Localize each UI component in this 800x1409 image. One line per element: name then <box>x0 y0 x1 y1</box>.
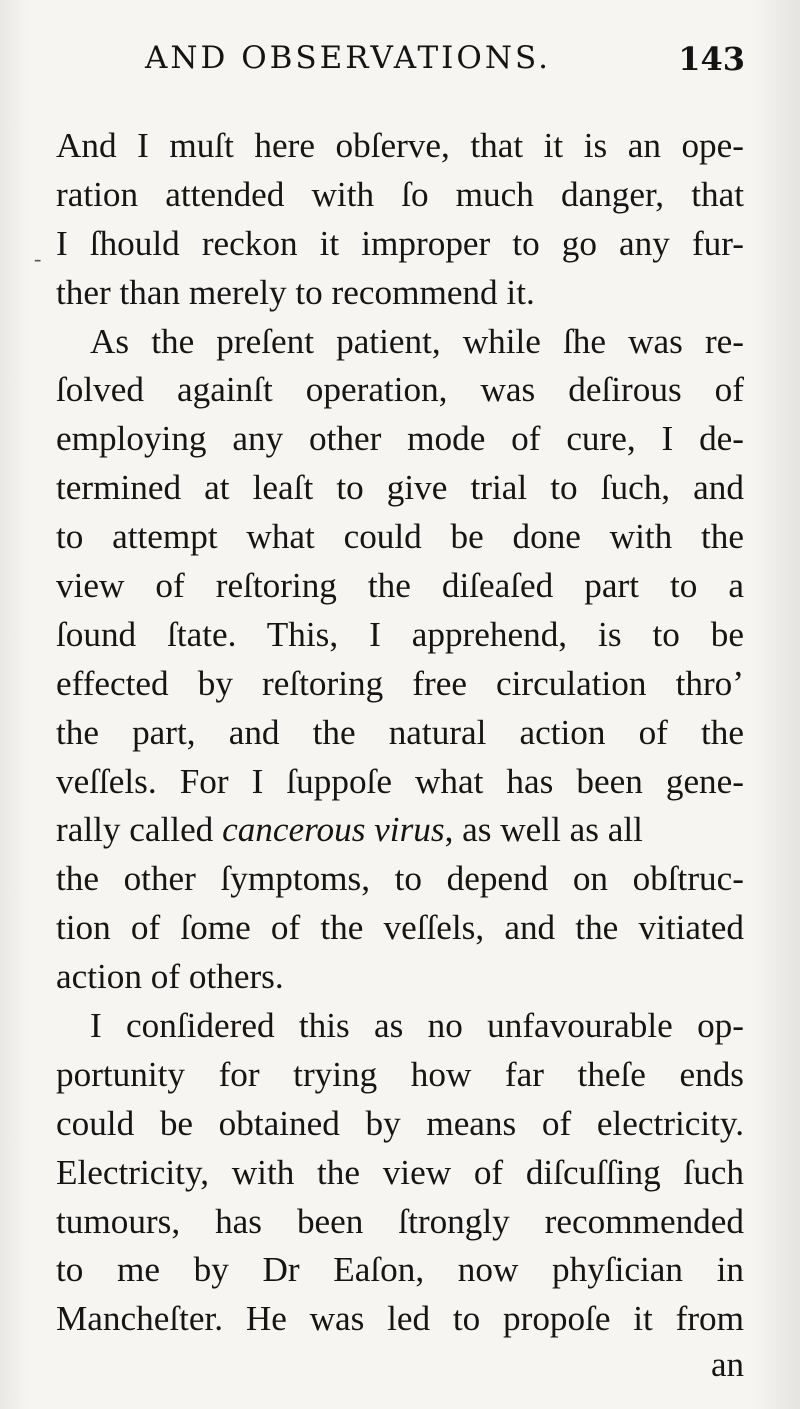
paragraph-1 <box>56 122 744 318</box>
text-line: employing any other mode of cure, I de- <box>56 419 744 459</box>
text-line: ther than merely to recommend it. <box>56 272 535 312</box>
text-line: I conſidered this as no unfavourable op- <box>90 1006 744 1046</box>
text-line: ration attended with ſo much danger, that <box>56 174 744 214</box>
page-number: 143 <box>678 40 745 78</box>
text-line: tion of ſome of the veſſels, and the vitiated <box>56 908 744 948</box>
text-line: tumours, has been ſtrongly recommended <box>56 1201 744 1241</box>
body-text <box>56 122 744 1344</box>
text-line: could be obtained by means of electricity. <box>56 1103 744 1143</box>
text-segment: rally called <box>56 810 214 850</box>
text-line: As the preſent patient, while ſhe was re- <box>90 321 744 361</box>
catchword: an <box>710 1345 744 1384</box>
text-line: Mancheſter. He was led to propoſe it from <box>56 1299 744 1339</box>
paragraph-3 <box>56 1002 744 1344</box>
text-line: view of reſtoring the diſeaſed part to a <box>56 566 744 606</box>
text-line: And I muſt here obſerve, that it is an ope- <box>56 126 744 165</box>
text-line: effected by reſtoring free circulation thro’ <box>56 663 744 703</box>
running-head <box>145 40 745 90</box>
margin-mark: - <box>34 246 42 271</box>
paragraph-2 <box>56 318 744 1002</box>
text-line: the part, and the natural action of the <box>56 712 744 752</box>
text-line: veſſels. For I ſuppoſe what has been gene- <box>56 761 744 801</box>
text-line: I ſhould reckon it improper to go any fur- <box>56 223 744 263</box>
text-line: to attempt what could be done with the <box>56 517 744 557</box>
text-line: ſolved againſt operation, was deſirous of <box>56 370 744 410</box>
text-line-with-italic <box>56 806 744 855</box>
running-head-title: AND OBSERVATIONS. <box>145 40 551 76</box>
text-line: the other ſymptoms, to depend on obſtruc- <box>56 859 744 899</box>
text-line: action of others. <box>56 957 284 997</box>
italic-phrase: cancerous virus <box>222 810 445 850</box>
text-line: termined at leaſt to give trial to ſuch, and <box>56 468 744 508</box>
text-line: portunity for trying how far theſe ends <box>56 1054 744 1094</box>
text-line: Electricity, with the view of diſcuſſing ſuch <box>56 1152 744 1192</box>
text-line: ſound ſtate. This, I apprehend, is to be <box>56 614 744 654</box>
text-segment: , as well as all <box>444 810 643 850</box>
text-line: to me by Dr Eaſon, now phyſician in <box>56 1250 744 1290</box>
